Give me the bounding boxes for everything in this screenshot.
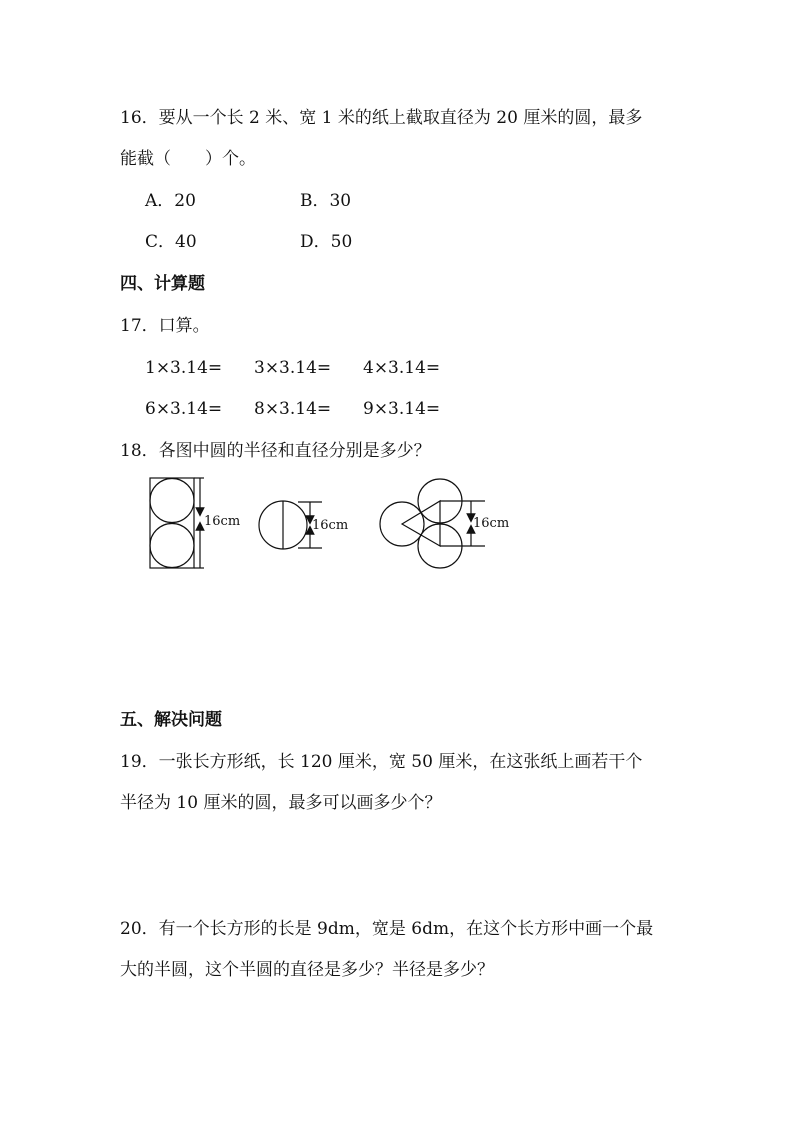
q17-item-4: 6×3.14= bbox=[145, 399, 223, 419]
q16-option-b: B．30 bbox=[300, 191, 352, 211]
q18-figures bbox=[140, 470, 540, 580]
figure1-label: 16cm bbox=[204, 514, 241, 529]
q16-option-c: C．40 bbox=[145, 232, 197, 252]
q16-option-a: A．20 bbox=[145, 191, 196, 211]
q20-line1: 20．有一个长方形的长是 9dm，宽是 6dm，在这个长方形中画一个最 bbox=[120, 919, 654, 939]
section5-title: 五、解决问题 bbox=[120, 710, 222, 730]
q20-line2: 大的半圆，这个半圆的直径是多少？半径是多少？ bbox=[120, 960, 494, 980]
figure3-three-circles bbox=[380, 479, 485, 568]
q18-title: 18．各图中圆的半径和直径分别是多少？ bbox=[120, 441, 431, 461]
section4-title: 四、计算题 bbox=[120, 274, 205, 294]
figure1-circle-bottom bbox=[150, 524, 194, 568]
q16-line2: 能截（ ）个。 bbox=[120, 149, 256, 169]
q16-option-d: D．50 bbox=[300, 232, 353, 252]
q17-item-1: 1×3.14= bbox=[145, 358, 223, 378]
q16-line1: 16．要从一个长 2 米、宽 1 米的纸上截取直径为 20 厘米的圆，最多 bbox=[120, 108, 643, 128]
q17-item-5: 8×3.14= bbox=[254, 399, 332, 419]
figure1-two-circles bbox=[150, 478, 204, 568]
q17-item-6: 9×3.14= bbox=[363, 399, 441, 419]
figure3-triangle bbox=[402, 501, 440, 546]
q17-item-2: 3×3.14= bbox=[254, 358, 332, 378]
figure1-circle-top bbox=[150, 479, 194, 523]
q18-figures-svg bbox=[140, 470, 540, 580]
q19-line2: 半径为 10 厘米的圆，最多可以画多少个？ bbox=[120, 793, 442, 813]
figure3-label: 16cm bbox=[473, 516, 510, 531]
figure2-label: 16cm bbox=[312, 518, 349, 533]
q17-title: 17．口算。 bbox=[120, 316, 210, 336]
q19-line1: 19．一张长方形纸，长 120 厘米，宽 50 厘米，在这张纸上画若干个 bbox=[120, 752, 643, 772]
q17-item-3: 4×3.14= bbox=[363, 358, 441, 378]
